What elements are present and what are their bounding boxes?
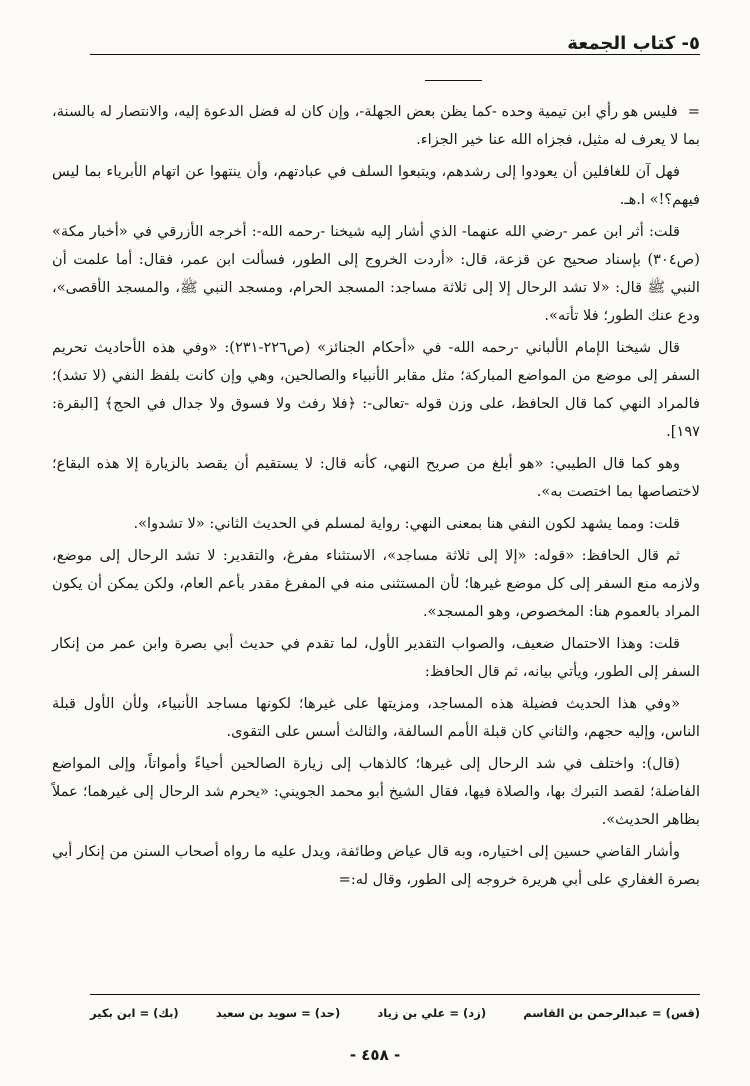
continuation-mark: = <box>687 103 700 120</box>
paragraph: فهل آن للغافلين أن يعودوا إلى رشدهم، ويتبعوا السلف في عبادتهم، وأن ينتهوا عن اتهام الأبرياء بما ليس فيهم؟!» ا.هـ. <box>52 163 700 208</box>
paragraph: =فليس هو رأي ابن تيمية وحده -كما يظن بعض الجهلة-، وإن كان له فضل الدعوة إليه، والانتصار له بالسنة، بما لا يعرف له مثيل، فجزاه الله عنا خير الجزاء. <box>52 103 700 148</box>
paragraph: قلت: وهذا الاحتمال ضعيف، والصواب التقدير الأول، لما تقدم في حديث أبي بصرة وابن عمر من إنكار السفر إلى الطور، ويأتي بيانه، ثم قال الحافظ: <box>52 635 700 680</box>
paragraph: قلت: أثر ابن عمر -رضي الله عنهما- الذي أشار إليه شيخنا -رحمه الله-: أخرجه الأزرقي في «أخبار مكة» (ص٣٠٤) بإسناد صحيح عن قزعة، قال: «أردت الخروج إلى الطور، فسألت ابن عمر، فقال: أما علمت أن النبي ﷺ قال: «لا تشد الرحال إلا إلى ثلاثة مساجد: المسجد الحرام، ومسجد النبي ﷺ، والمسجد الأقصى»، ودع عنك الطور؛ فلا تأته». <box>52 223 700 324</box>
paragraph: ثم قال الحافظ: «قوله: «إلا إلى ثلاثة مساجد»، الاستثناء مفرغ، والتقدير: لا تشد الرحال إلى موضع، ولازمه منع السفر إلى كل موضع غيرها؛ لأن المستثنى منه في المفرغ مقدر بأعم العام، ولكن يمكن أن يكون المراد بالعموم هنا: المخصوص، وهو المسجد». <box>52 547 700 620</box>
header-divider <box>90 54 700 55</box>
main-text <box>52 98 700 898</box>
footer-divider <box>90 994 700 995</box>
paragraph: «وفي هذا الحديث فضيلة هذه المساجد، ومزيتها على غيرها؛ لكونها مساجد الأنبياء، ولأن الأول قبلة الناس، وإليه حجهم، والثاني كان قبلة الأمم السالفة، والثالث أسس على التقوى. <box>52 695 700 740</box>
page-number: - ٤٥٨ - <box>349 1046 401 1064</box>
paragraph: وهو كما قال الطيبي: «هو أبلغ من صريح النهي، كأنه قال: لا يستقيم أن يقصد بالزيارة إلا هذه البقاع؛ لاختصاصها بما اختصت به». <box>52 455 700 500</box>
abbreviations-key <box>90 1006 700 1020</box>
abbreviation: (بك) = ابن بكير <box>90 1006 179 1020</box>
continuation-footnote-line <box>425 80 482 81</box>
abbreviation: (قس) = عبدالرحمن بن القاسم <box>523 1006 700 1020</box>
paragraph: قال شيخنا الإمام الألباني -رحمه الله- في «أحكام الجنائز» (ص٢٢٦-٢٣١): «وفي هذه الأحاديث تحريم السفر إلى موضع من المواضع المباركة؛ مثل مقابر الأنبياء والصالحين، وهي وإن كانت بلفظ النفي (لا تشد)؛ فالمراد النهي كما قال الحافظ، على وزن قوله -تعالى-: ﴿فلا رفث ولا فسوق ولا جدال في الحج﴾ [البقرة: ١٩٧]. <box>52 339 700 440</box>
running-header <box>90 32 700 54</box>
paragraph: (قال): واختلف في شد الرحال إلى غيرها؛ كالذهاب إلى زيارة الصالحين أحياءً وأمواتاً، وإلى المواضع الفاضلة؛ لقصد التبرك بها، والصلاة فيها، فقال الشيخ أبو محمد الجويني: «يحرم شد الرحال إلى غيرهما؛ عملاً بظاهر الحديث». <box>52 755 700 828</box>
abbreviation: (حد) = سويد بن سعيد <box>215 1006 341 1020</box>
paragraph: وأشار القاضي حسين إلى اختياره، وبه قال عياض وطائفة، ويدل عليه ما رواه أصحاب السنن من إنكار أبي بصرة الغفاري على أبي هريرة خروجه إلى الطور، وقال له:= <box>52 843 700 888</box>
chapter-title: ٥- كتاب الجمعة <box>567 32 700 54</box>
paragraph: قلت: ومما يشهد لكون النفي هنا بمعنى النهي: رواية لمسلم في الحديث الثاني: «لا تشدوا». <box>133 515 680 532</box>
abbreviation: (زد) = علي بن زياد <box>377 1006 487 1020</box>
